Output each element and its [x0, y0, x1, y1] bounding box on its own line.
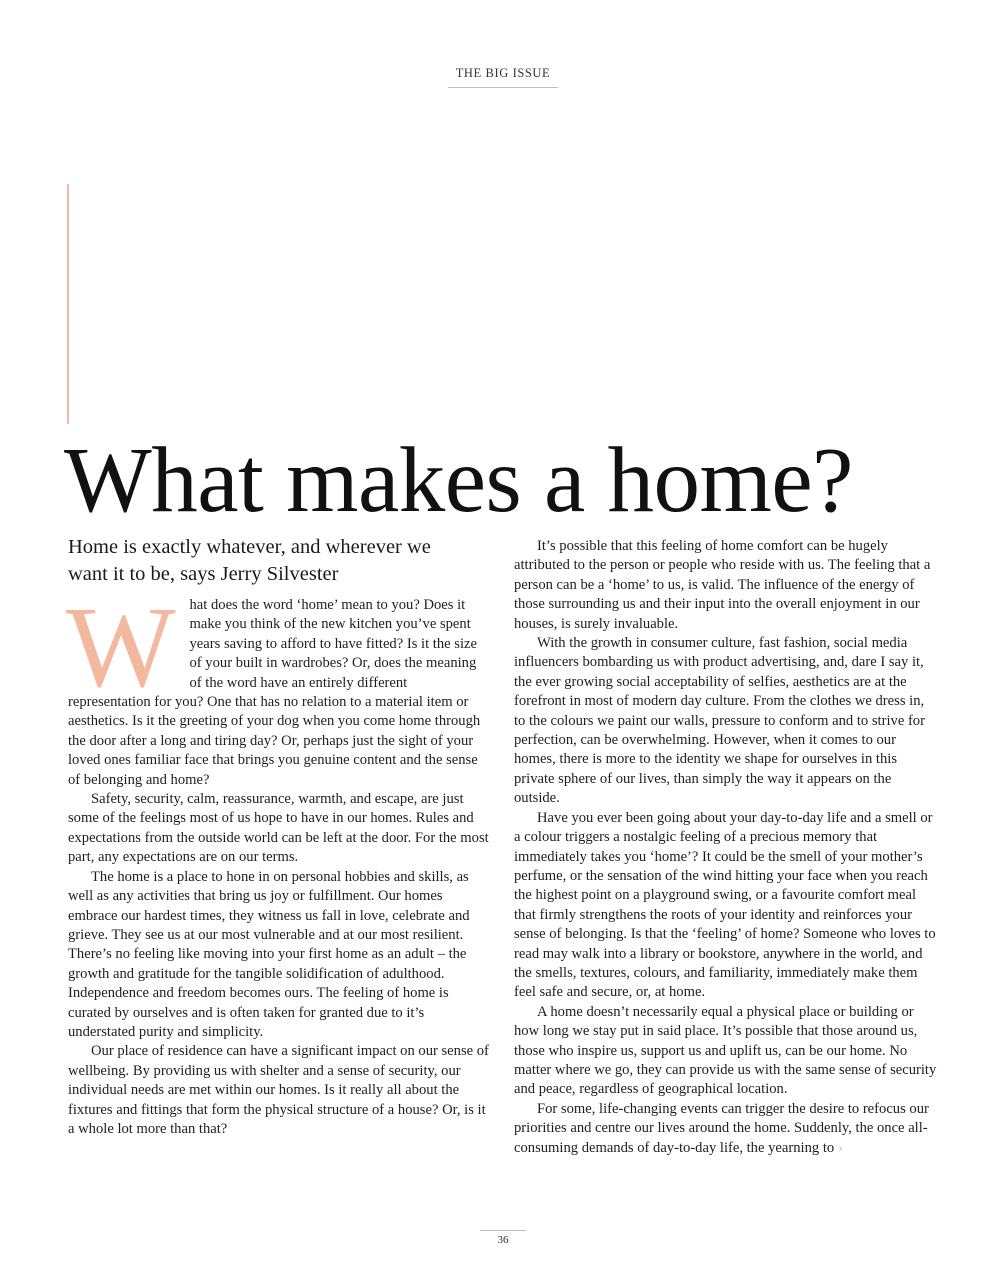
article-paragraph: Our place of residence can have a significant impact on our sense of wellbeing. By providing us with shelter and a sense of security, our individual needs are met within our homes. Is it really all about the fixtures and fittings that form the physical structure of a house? Or, is it a whole lot more than that? — [68, 1043, 489, 1137]
accent-rule — [67, 184, 69, 424]
article-column-right — [514, 537, 939, 1158]
article-paragraph: A home doesn’t necessarily equal a physical place or building or how long we stay put in said place. It’s possible that those around us, those who inspire us, support us and uplift us, can be our home. No matter where we go, they can provide us with the same sense of security and peace, regardless of geographical location. — [514, 1003, 937, 1098]
article-paragraph — [514, 1100, 939, 1158]
article-paragraph: Safety, security, calm, reassurance, warmth, and escape, are just some of the feelings most of us hope to have in our homes. Rules and expectations from the outside world can be left at the door. For the most part, any expectations are on our terms. — [68, 791, 489, 866]
article-standfirst: Home is exactly whatever, and wherever we want it to be, says Jerry Silvester — [68, 536, 431, 585]
page-number: 36 — [480, 1230, 526, 1246]
article-paragraph: The home is a place to hone in on personal hobbies and skills, as well as any activities that bring us joy or fulfillment. Our homes embrace our hardest times, they witness us fall in love, celebrate and grieve. They see us at our most vulnerable and at our most resilient. There’s no feeling like moving into your first home as an adult – the growth and gratitude for the tangible solidification of adulthood. Independence and freedom becomes ours. The feeling of home is curated by ourselves and is often taken for granted due to it’s understated purity and simplicity. — [68, 868, 470, 1040]
chevron-right-icon: › — [838, 1139, 844, 1156]
article-paragraph: It’s possible that this feeling of home comfort can be hugely attributed to the person or people who reside with us. The feeling that a person can be a ‘home’ to us, is valid. The influence of the energy of those surrounding us and their input into the overall enjoyment in our houses, is surely invaluable. — [514, 538, 931, 632]
article-column-left — [68, 534, 491, 1139]
drop-cap: W — [66, 584, 176, 712]
article-paragraph: With the growth in consumer culture, fast fashion, social media influencers bombarding us with product advertising, and, dare I say it, the ever growing social acceptability of selfies, aesthetics are at the forefront in most of modern day culture. From the clothes we dress in, to the colours we paint our walls, pressure to conform and to strive for perfection, can be overwhelming. However, when it comes to our homes, there is more to the identity we shape for ourselves in this private sphere of our lives, than simply the way it appears on the outside. — [514, 635, 925, 807]
article-headline: What makes a home? — [64, 429, 853, 532]
paragraph-text: For some, life-changing events can trigger the desire to refocus our priorities and centre our lives around the home. Suddenly, the once all-consuming demands of day-to-day life, the yearning to — [514, 1100, 929, 1156]
running-head: THE BIG ISSUE — [448, 66, 558, 88]
article-paragraph — [66, 584, 491, 790]
article-paragraph: Have you ever been going about your day-to-day life and a smell or a colour triggers a nostalgic feeling of a precious memory that immediately takes you ‘home’? It could be the smell of your mother’s perfume, or the sensation of the wind hitting your face when you reach the highest point on a playground swing, or a favourite comfort meal that firmly strengthens the roots of your identity and reinforces your sense of belonging. Is that the ‘feeling’ of home? Someone who loves to read may walk into a library or bookstore, anywhere in the world, and the smells, textures, colours, and familiarity, immediately make them feel safe and secure, or, at home. — [514, 809, 936, 1001]
paragraph-text: hat does the word ‘home’ mean to you? Does it make you think of the new kitchen you’ve spent years saving to afford to have fitted? Is it the size of your built in wardrobes? Or, does the meaning of the word have an entirely different representation for you? One that has no relation to a material item or aesthetics. Is it the greeting of your dog when you come home through the door after a long and tiring day? Or, perhaps just the sight of your loved ones familiar face that brings you genuine content and the sense of belonging and home? — [68, 597, 481, 788]
